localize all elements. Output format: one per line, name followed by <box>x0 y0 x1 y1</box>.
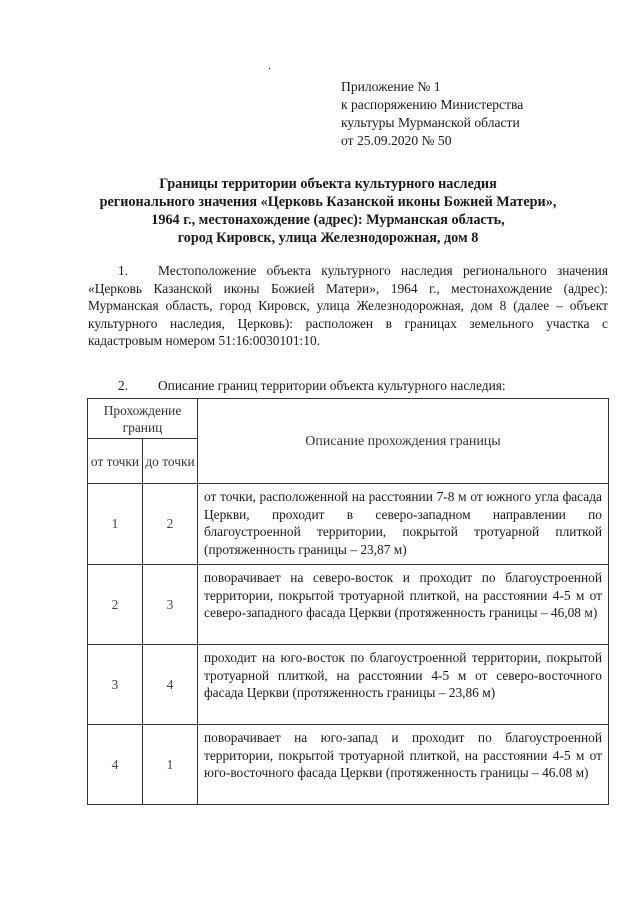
row-description: от точки, расположенной на расстоянии 7-8 м от южного угла фасада Церкви, проходит в северо-западном направлении по благоустроенной территории, покрытой тротуарной плиткой (протяженность границы – 23,87 м) <box>198 484 609 565</box>
page-mark: . <box>268 58 271 72</box>
appendix-line: к распоряжению Министерства <box>341 97 524 112</box>
title-line: 1964 г., местонахождение (адрес): Мурманская область, <box>151 212 505 228</box>
row-description: проходит на юго-восток по благоустроенной территории, покрытой тротуарной плиткой, на расстоянии 4-5 м от северо-восточного фасада Церкви (протяженность границы – 23,86 м) <box>198 645 609 725</box>
row-description: поворачивает на северо-восток и проходит по благоустроенной территории, покрытой тротуарной плиткой, на расстоянии 4-5 м от северо-западного фасада Церкви (протяженность границы – 46,08 м) <box>198 565 609 645</box>
title-line: город Кировск, улица Железнодорожная, дом 8 <box>177 230 479 246</box>
header-to: до точки <box>143 439 198 484</box>
section-2-number: 2. <box>118 378 129 393</box>
row-from: 1 <box>88 484 143 565</box>
boundary-table <box>87 398 609 805</box>
row-to: 2 <box>143 484 198 565</box>
section-2-text: Описание границ территории объекта культурного наследия: <box>158 378 506 393</box>
header-from: от точки <box>88 439 143 484</box>
title-line: Границы территории объекта культурного наследия <box>159 176 497 192</box>
row-from: 4 <box>88 725 143 805</box>
section-1-text: Местоположение объекта культурного наследия регионального значения «Церковь Казанской иконы Божией Матери», 1964 г., местонахождение (адрес): Мурманская область, город Кировск, улица Железнодорожная, дом 8 (далее – объект культурного наследия, Церковь): расположен в границах земельного участка с кадастровым номером 51:16:0030101:10. <box>88 263 608 348</box>
header-description: Описание прохождения границы <box>198 399 609 484</box>
appendix-line: от 25.09.2020 № 50 <box>341 133 452 148</box>
table-row <box>88 484 609 565</box>
title-line: регионального значения «Церковь Казанской иконы Божией Матери», <box>99 194 557 210</box>
section-1-number: 1. <box>118 263 129 278</box>
header-passage: Прохождение границ <box>88 399 198 439</box>
appendix-block <box>341 78 601 150</box>
row-to: 3 <box>143 565 198 645</box>
row-from: 2 <box>88 565 143 645</box>
section-1-paragraph <box>88 262 608 350</box>
row-to: 1 <box>143 725 198 805</box>
table-row <box>88 725 609 805</box>
row-to: 4 <box>143 645 198 725</box>
document-title <box>60 175 596 247</box>
table-header-row <box>88 399 609 439</box>
row-from: 3 <box>88 645 143 725</box>
section-2-heading <box>88 378 506 394</box>
table-row <box>88 565 609 645</box>
appendix-line: культуры Мурманской области <box>341 115 520 130</box>
table-row <box>88 645 609 725</box>
appendix-line: Приложение № 1 <box>341 79 441 94</box>
row-description: поворачивает на юго-запад и проходит по благоустроенной территории, покрытой тротуарной плиткой, на расстоянии 4-5 м от юго-восточного фасада Церкви (протяженность границы – 46.08 м) <box>198 725 609 805</box>
